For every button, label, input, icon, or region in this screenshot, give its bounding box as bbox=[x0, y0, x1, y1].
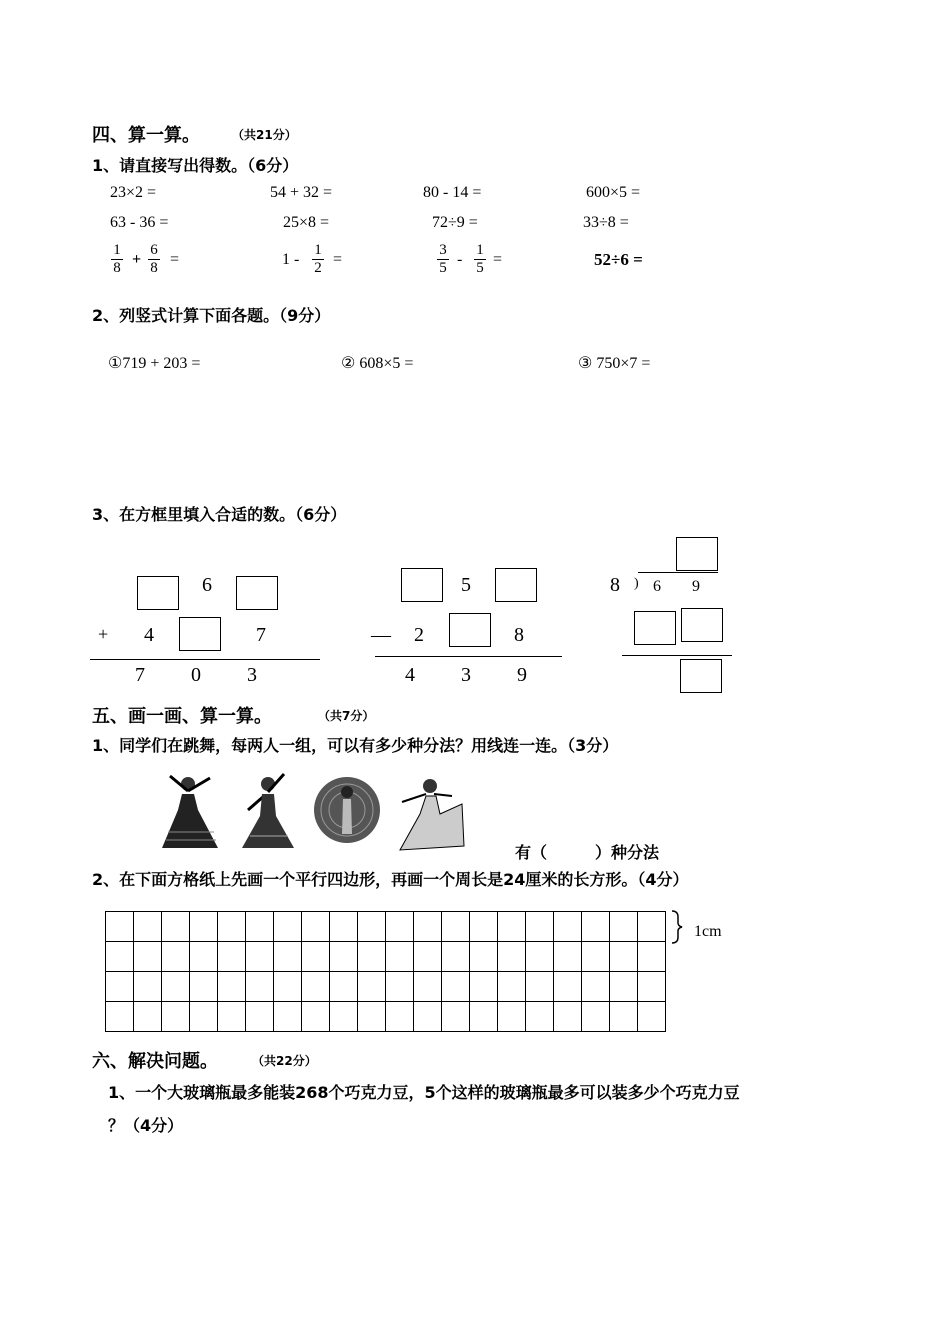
answer-box[interactable] bbox=[179, 617, 221, 651]
digit: 5 bbox=[461, 574, 471, 596]
equals-sign: = bbox=[333, 251, 343, 268]
section-6-score: （共22分） bbox=[252, 1054, 317, 1068]
digit: 4 bbox=[144, 624, 154, 646]
plus-sign: + bbox=[132, 251, 142, 268]
fraction: 3 5 bbox=[437, 242, 449, 277]
q5-1-title: 1、同学们在跳舞，每两人一组，可以有多少种分法？用线连一连。（3分） bbox=[92, 736, 619, 755]
fraction: 1 2 bbox=[312, 242, 324, 277]
digit: 8 bbox=[610, 574, 620, 596]
calc-1-4: 600×5 = bbox=[586, 184, 641, 201]
brace-icon bbox=[668, 909, 688, 945]
plus-sign: + bbox=[98, 624, 109, 644]
grid-unit-label: 1cm bbox=[694, 923, 722, 940]
digit: 2 bbox=[414, 624, 424, 646]
fraction: 1 5 bbox=[474, 242, 486, 277]
answer-box[interactable] bbox=[676, 537, 718, 571]
q6-1-text: 1、一个大玻璃瓶最多能装268个巧克力豆，5个这样的玻璃瓶最多可以装多少个巧克力豆 bbox=[108, 1083, 740, 1102]
answer-box[interactable] bbox=[137, 576, 179, 610]
equals-sign: = bbox=[493, 251, 503, 268]
vertical-calc-2: ② 608×5 = bbox=[341, 355, 414, 372]
dancer-1-image bbox=[158, 772, 224, 852]
fraction: 1 8 bbox=[111, 242, 123, 277]
digit: 9 bbox=[692, 578, 700, 595]
calc-2-2: 25×8 = bbox=[283, 214, 330, 231]
q3-title: 3、在方框里填入合适的数。（6分） bbox=[92, 505, 347, 524]
vertical-calc-3: ③ 750×7 = bbox=[578, 355, 651, 372]
division-bar bbox=[638, 572, 718, 573]
calc-1-1: 23×2 = bbox=[110, 184, 157, 201]
equals-sign: = bbox=[170, 251, 180, 268]
digit: 0 bbox=[191, 664, 201, 686]
digit: 4 bbox=[405, 664, 415, 686]
answer-box[interactable] bbox=[236, 576, 278, 610]
calc-3-2-prefix: 1 - bbox=[282, 251, 300, 268]
answer-box[interactable] bbox=[401, 568, 443, 602]
sum-line bbox=[90, 659, 320, 660]
partition-answer: 有（ ）种分法 bbox=[515, 843, 660, 862]
section-5-score: （共7分） bbox=[318, 709, 375, 723]
answer-box[interactable] bbox=[495, 568, 537, 602]
answer-box[interactable] bbox=[634, 611, 676, 645]
section-6-title: 六、解决问题。 bbox=[92, 1051, 218, 1072]
calc-2-3: 72÷9 = bbox=[432, 214, 478, 231]
fraction: 6 8 bbox=[148, 242, 160, 277]
calc-2-4: 33÷8 = bbox=[583, 214, 629, 231]
minus-sign: - bbox=[457, 251, 463, 268]
dancer-2-image bbox=[236, 770, 298, 852]
section-4-title: 四、算一算。 bbox=[92, 125, 200, 146]
q6-1-text-cont: ？（4分） bbox=[108, 1116, 184, 1135]
division-line bbox=[622, 655, 732, 656]
calc-2-1: 63 - 36 = bbox=[110, 214, 169, 231]
digit: 8 bbox=[514, 624, 524, 646]
answer-box[interactable] bbox=[680, 659, 722, 693]
difference-line bbox=[375, 656, 562, 657]
q2-title: 2、列竖式计算下面各题。（9分） bbox=[92, 306, 331, 325]
answer-box[interactable] bbox=[681, 608, 723, 642]
dancer-3-image bbox=[312, 774, 382, 846]
answer-box[interactable] bbox=[449, 613, 491, 647]
digit: 3 bbox=[247, 664, 257, 686]
q5-2-title: 2、在下面方格纸上先画一个平行四边形，再画一个周长是24厘米的长方形。（4分） bbox=[92, 870, 689, 889]
dancer-4-image bbox=[392, 774, 472, 854]
calc-1-3: 80 - 14 = bbox=[423, 184, 482, 201]
section-4-score: （共21分） bbox=[232, 128, 297, 142]
drawing-grid[interactable] bbox=[105, 911, 666, 1032]
minus-sign: — bbox=[371, 624, 391, 646]
digit: 6 bbox=[202, 574, 212, 596]
digit: 6 bbox=[653, 578, 661, 595]
digit: 7 bbox=[135, 664, 145, 686]
division-bracket: ) bbox=[634, 576, 639, 591]
vertical-calc-1: ①719 + 203 = bbox=[108, 355, 201, 372]
section-5-title: 五、画一画、算一算。 bbox=[92, 706, 272, 727]
calc-1-2: 54 + 32 = bbox=[270, 184, 333, 201]
q1-title: 1、请直接写出得数。（6分） bbox=[92, 156, 299, 175]
digit: 9 bbox=[517, 664, 527, 686]
calc-3-4: 52÷6 = bbox=[594, 250, 643, 269]
digit: 3 bbox=[461, 664, 471, 686]
digit: 7 bbox=[256, 624, 266, 646]
